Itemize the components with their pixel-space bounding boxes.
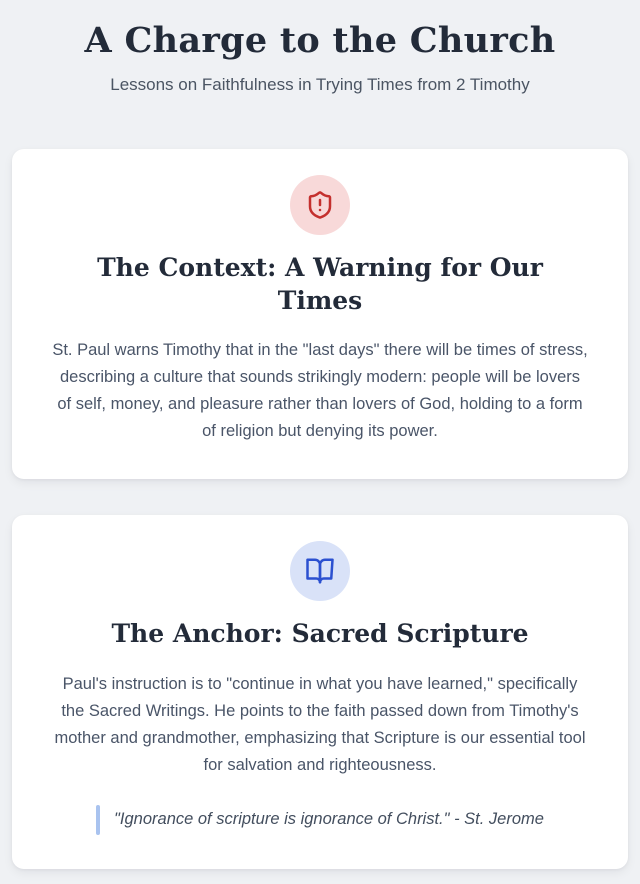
open-book-icon (305, 556, 335, 586)
content (0, 149, 640, 869)
card-anchor-title: The Anchor: Sacred Scripture (111, 619, 529, 648)
page-title: A Charge to the Church (84, 20, 556, 61)
card-context (12, 149, 628, 479)
card-context-body: St. Paul warns Timothy that in the "last days" there will be times of stress, describing a culture that sounds strikingly modern: people will be lovers of self, money, and pleasure rather than lovers of God, holding to a form of religion but denying its power. (52, 341, 588, 440)
quote-bar (96, 805, 100, 835)
quote-block (52, 805, 588, 835)
page-header (0, 0, 640, 95)
page-subtitle: Lessons on Faithfulness in Trying Times from 2 Timothy (110, 75, 530, 94)
shield-alert-icon (305, 190, 335, 220)
card-context-title: The Context: A Warning for Our Times (97, 253, 543, 315)
quote-text: "Ignorance of scripture is ignorance of Christ." - St. Jerome (114, 810, 544, 828)
icon-badge-red (290, 175, 350, 235)
icon-badge-blue (290, 541, 350, 601)
card-anchor-body: Paul's instruction is to "continue in what you have learned," specifically the Sacred Writings. He points to the faith passed down from Timothy's mother and grandmother, emphasizing that Scripture is our essential tool for salvation and righteousness. (54, 674, 586, 774)
card-anchor (12, 515, 628, 869)
